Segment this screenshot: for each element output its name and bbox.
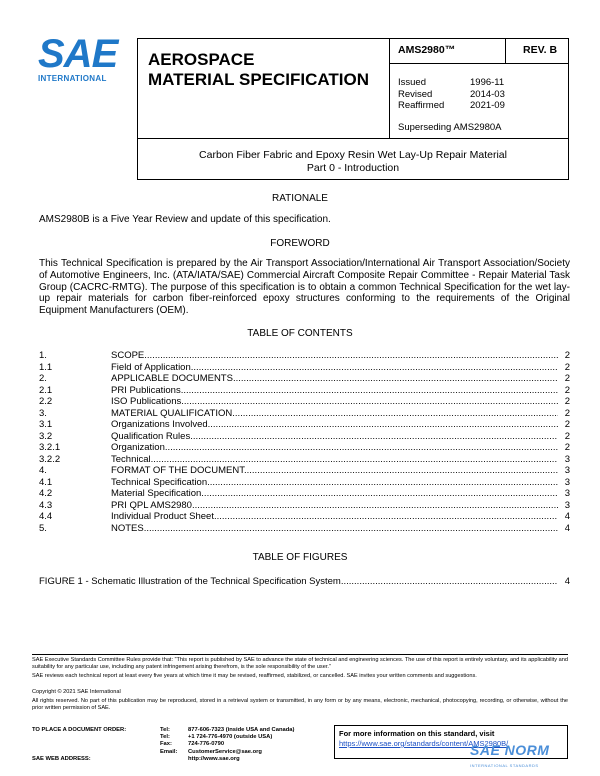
review-note: SAE reviews each technical report at least every five years at which time it may be revised, reaffirmed, stabilized, or cancelled. SAE invites your written comments and suggestions. <box>32 673 477 679</box>
copyright: Copyright © 2021 SAE International <box>32 689 121 695</box>
toc-title: ISO Publications ..... <box>111 396 558 408</box>
toc-entry[interactable] <box>39 477 570 489</box>
superseding-note: Superseding AMS2980A <box>398 122 502 133</box>
order-label: TO PLACE A DOCUMENT ORDER: <box>32 727 127 733</box>
revision: REV. B <box>523 44 558 56</box>
toc-entry[interactable] <box>39 385 570 397</box>
toc-page: 2 <box>564 361 570 373</box>
toc-title: PRI QPL AMS2980 ..... <box>111 500 558 512</box>
toc-page: 3 <box>564 499 570 511</box>
toc-entry[interactable] <box>39 523 570 535</box>
document-number: AMS2980™ <box>398 44 456 56</box>
header-divider <box>505 38 506 63</box>
figure-page: 4 <box>564 576 570 587</box>
toc-entry[interactable] <box>39 442 570 454</box>
web-value[interactable]: http://www.sae.org <box>188 755 240 762</box>
fax-label: Fax: <box>160 741 172 748</box>
date-value: 2014-03 <box>470 88 505 100</box>
date-list <box>398 77 505 112</box>
fax-value: 724-776-0790 <box>188 741 225 748</box>
toc-number: 4. <box>39 465 47 476</box>
toc-title: MATERIAL QUALIFICATION ..... <box>111 408 558 420</box>
toc-number: 1. <box>39 350 47 361</box>
foreword-text: This Technical Specification is prepared by the Air Transport Association/International Air Transport Association/Society of Automotive Engineers, Inc. (ATA/IATA/SAE) Commercial Aircraft Composite Repair Committee - Repair Material Task Group (CACRC-RMTG). The purpose of this specification is to obtain a common Technical Specification for the wet lay-up repair materials for carbon fiber-reinforced epoxy structures conforming to the requirements of the Original Equipment Manufacturers (OEM). <box>39 258 570 317</box>
toc-page: 2 <box>564 419 570 430</box>
logo-subtext: INTERNATIONAL <box>38 74 107 83</box>
toc-entry[interactable] <box>39 465 570 477</box>
date-label: Reaffirmed <box>398 100 445 111</box>
toc-page: 3 <box>564 488 570 499</box>
toc-page: 4 <box>564 511 570 522</box>
toc-number: 3.2.1 <box>39 442 61 453</box>
toc-page: 3 <box>564 476 570 488</box>
title-line: AEROSPACE <box>148 50 255 69</box>
toc-number: 3. <box>39 407 47 419</box>
toc-heading: TABLE OF CONTENTS <box>247 328 353 339</box>
toc-title: APPLICABLE DOCUMENTS ..... <box>111 373 558 385</box>
toc-number: 3.2.2 <box>39 453 61 465</box>
toc-entry[interactable] <box>39 454 570 466</box>
toc-number: 4.2 <box>39 488 53 499</box>
document-subtitle: Part 0 - Introduction <box>306 161 400 174</box>
footer-rule <box>32 654 568 655</box>
toc-page: 2 <box>564 430 570 442</box>
web-label: SAE WEB ADDRESS: <box>32 755 91 762</box>
toc-title: Organizations Involved ..... <box>111 419 558 431</box>
toc-page: 2 <box>564 384 570 396</box>
toc-number: 2.2 <box>39 396 53 407</box>
toc-page: 3 <box>564 453 570 465</box>
toc-entry[interactable] <box>39 419 570 431</box>
foreword-heading: FOREWORD <box>270 238 330 249</box>
toc-number: 3.2 <box>39 430 53 442</box>
date-row <box>398 77 505 89</box>
toc-number: 2. <box>39 373 47 384</box>
toc-entry[interactable] <box>39 431 570 443</box>
tel-value-intl: +1 724-776-4970 (outside USA) <box>188 734 273 741</box>
toc-page: 2 <box>564 396 570 407</box>
date-row <box>398 100 505 112</box>
toc-page: 3 <box>564 465 570 476</box>
toc-entry[interactable] <box>39 373 570 385</box>
figure-entry[interactable] <box>39 576 570 588</box>
email-label: Email: <box>160 748 178 755</box>
toc-title: Individual Product Sheet ..... <box>111 511 558 523</box>
standard-link[interactable]: https://www.sae.org/standards/content/AMS2980B/ <box>339 739 509 748</box>
sae-logo <box>38 34 126 84</box>
sae-norm-watermark: SAE NORM <box>470 742 550 758</box>
spec-type-title <box>148 50 369 90</box>
toc-title: PRI Publications ..... <box>111 385 558 397</box>
toc-number: 3.1 <box>39 419 53 430</box>
toc-entry[interactable] <box>39 350 570 362</box>
document-title-box <box>137 138 569 180</box>
rights-note: All rights reserved. No part of this publication may be reproduced, stored in a retrieval system or transmitted, in any form or by any means, electronic, mechanical, photocopying, recording, or otherwise, without the prior written permission of SAE. <box>32 698 568 711</box>
tel-value: 877-606-7323 (inside USA and Canada) <box>188 727 295 733</box>
watermark-subtext: INTERNATIONAL STANDARDS <box>470 763 539 768</box>
toc-title: FORMAT OF THE DOCUMENT ..... <box>111 465 558 477</box>
committee-rules-note: SAE Executive Standards Committee Rules provide that: “This report is published by SAE to advance the state of technical and engineering sciences. The use of this report is entirely voluntary, and its applicability and suitability for any particular use, including any patent infringement arising therefrom, is the sole responsibility of the user.” <box>32 657 568 670</box>
toc-title: SCOPE ..... <box>111 350 558 362</box>
header-divider <box>389 38 390 139</box>
toc-number: 2.1 <box>39 384 53 396</box>
date-value: 1996-11 <box>470 77 505 88</box>
toc-page: 2 <box>564 350 570 361</box>
toc-title: Material Specification ..... <box>111 488 558 500</box>
toc-entry[interactable] <box>39 396 570 408</box>
toc-title: Technical ..... <box>111 454 558 466</box>
title-line: MATERIAL SPECIFICATION <box>148 70 369 89</box>
toc-number: 4.4 <box>39 511 53 522</box>
email-value[interactable]: CustomerService@sae.org <box>188 748 262 755</box>
toc-page: 2 <box>564 407 570 419</box>
toc-number: 5. <box>39 522 47 534</box>
toc-title: Technical Specification ..... <box>111 477 558 489</box>
figure-title: FIGURE 1 - Schematic Illustration of the Technical Specification System ..... <box>39 576 558 588</box>
toc-number: 1.1 <box>39 361 53 373</box>
toc-title: Organization ..... <box>111 442 558 454</box>
tel-label: Tel: <box>160 734 170 741</box>
toc-page: 2 <box>564 373 570 384</box>
table-of-figures <box>39 576 570 588</box>
rationale-text: AMS2980B is a Five Year Review and update of this specification. <box>39 214 331 225</box>
toc-page: 4 <box>564 522 570 534</box>
toc-title: Qualification Rules ..... <box>111 431 558 443</box>
date-label: Revised <box>398 88 433 100</box>
rationale-heading: RATIONALE <box>272 193 328 204</box>
tof-heading: TABLE OF FIGURES <box>252 552 348 563</box>
toc-entry[interactable] <box>39 408 570 420</box>
toc-entry[interactable] <box>39 511 570 523</box>
toc-title: Field of Application ..... <box>111 362 558 374</box>
date-row <box>398 89 505 101</box>
tel-label: Tel: <box>160 727 170 733</box>
more-info-heading: For more information on this standard, visit <box>339 729 495 738</box>
date-label: Issued <box>398 77 426 88</box>
logo-wordmark: SAE <box>38 32 118 76</box>
toc-entry[interactable] <box>39 500 570 512</box>
date-value: 2021-09 <box>470 100 505 111</box>
toc-title: NOTES ..... <box>111 523 558 535</box>
header-divider <box>389 63 569 64</box>
document-title: Carbon Fiber Fabric and Epoxy Resin Wet Lay-Up Repair Material <box>199 149 507 161</box>
toc-entry[interactable] <box>39 362 570 374</box>
toc-page: 2 <box>564 442 570 453</box>
toc-entry[interactable] <box>39 488 570 500</box>
table-of-contents <box>39 350 570 534</box>
toc-number: 4.1 <box>39 476 53 488</box>
toc-number: 4.3 <box>39 499 53 511</box>
order-info <box>32 727 294 763</box>
